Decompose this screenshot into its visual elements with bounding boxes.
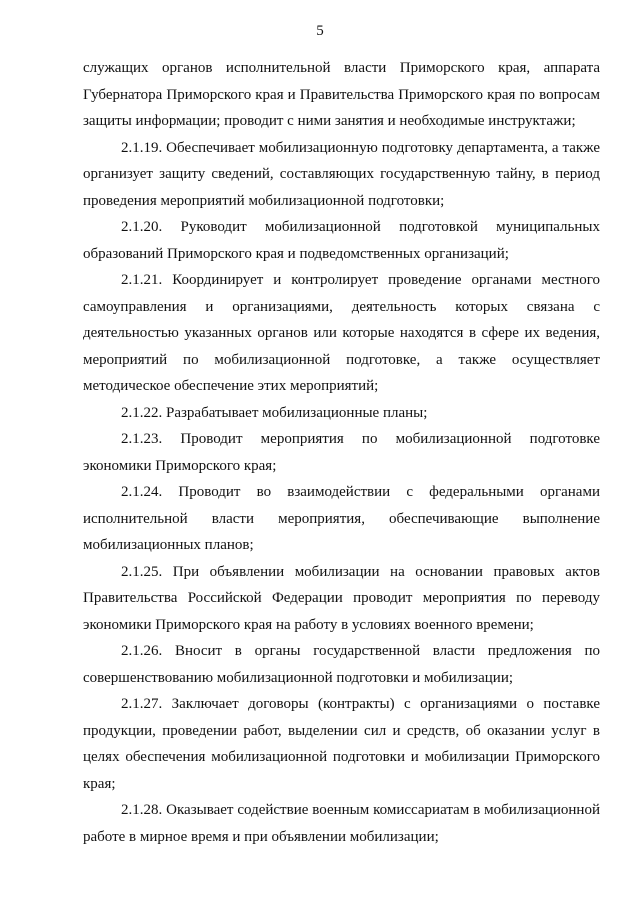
paragraph-2-1-24: 2.1.24. Проводит во взаимодействии с федеральными органами исполнительной власти мероприятия, обеспечивающие выполнение мобилизационных планов; (83, 484, 600, 553)
paragraph-2-1-20: 2.1.20. Руководит мобилизационной подготовкой муниципальных образований Приморского края и подведомственных организаций; (83, 219, 600, 262)
page-number: 5 (316, 23, 324, 39)
paragraph-2-1-23: 2.1.23. Проводит мероприятия по мобилизационной подготовке экономики Приморского края; (83, 431, 600, 474)
paragraph-2-1-22: 2.1.22. Разрабатывает мобилизационные планы; (121, 404, 428, 421)
paragraph-2-1-26: 2.1.26. Вносит в органы государственной власти предложения по совершенствованию мобилизационной подготовки и мобилизации; (83, 643, 600, 686)
paragraph-2-1-21: 2.1.21. Координирует и контролирует проведение органами местного самоуправления и организациями, деятельность которых связана с деятельностью указанных органов или которые находятся в сфере их ведения, мероприятий по мобилизационной подготовке, а также осуществляет методическое обеспечение этих мероприятий; (83, 272, 600, 394)
paragraph-2-1-28: 2.1.28. Оказывает содействие военным комиссариатам в мобилизационной работе в мирное время и при объявлении мобилизации; (83, 802, 600, 845)
paragraph-2-1-27: 2.1.27. Заключает договоры (контракты) с организациями о поставке продукции, проведении работ, выделении сил и средств, об оказании услуг в целях обеспечения мобилизационной подготовки и мобилизации Приморского края; (83, 696, 600, 792)
paragraph-2-1-19: 2.1.19. Обеспечивает мобилизационную подготовку департамента, а также организует защиту сведений, составляющих государственную тайну, в период проведения мероприятий мобилизационной подготовки; (83, 139, 600, 209)
document-body (83, 55, 600, 850)
paragraph-continuation: служащих органов исполнительной власти Приморского края, аппарата Губернатора Приморского края и Правительства Приморского края по вопросам защиты информации; проводит с ними занятия и необходимые инструктажи; (83, 60, 600, 129)
paragraph-2-1-25: 2.1.25. При объявлении мобилизации на основании правовых актов Правительства Российской Федерации проводит мероприятия по переводу экономики Приморского края на работу в условиях военного времени; (83, 563, 600, 633)
